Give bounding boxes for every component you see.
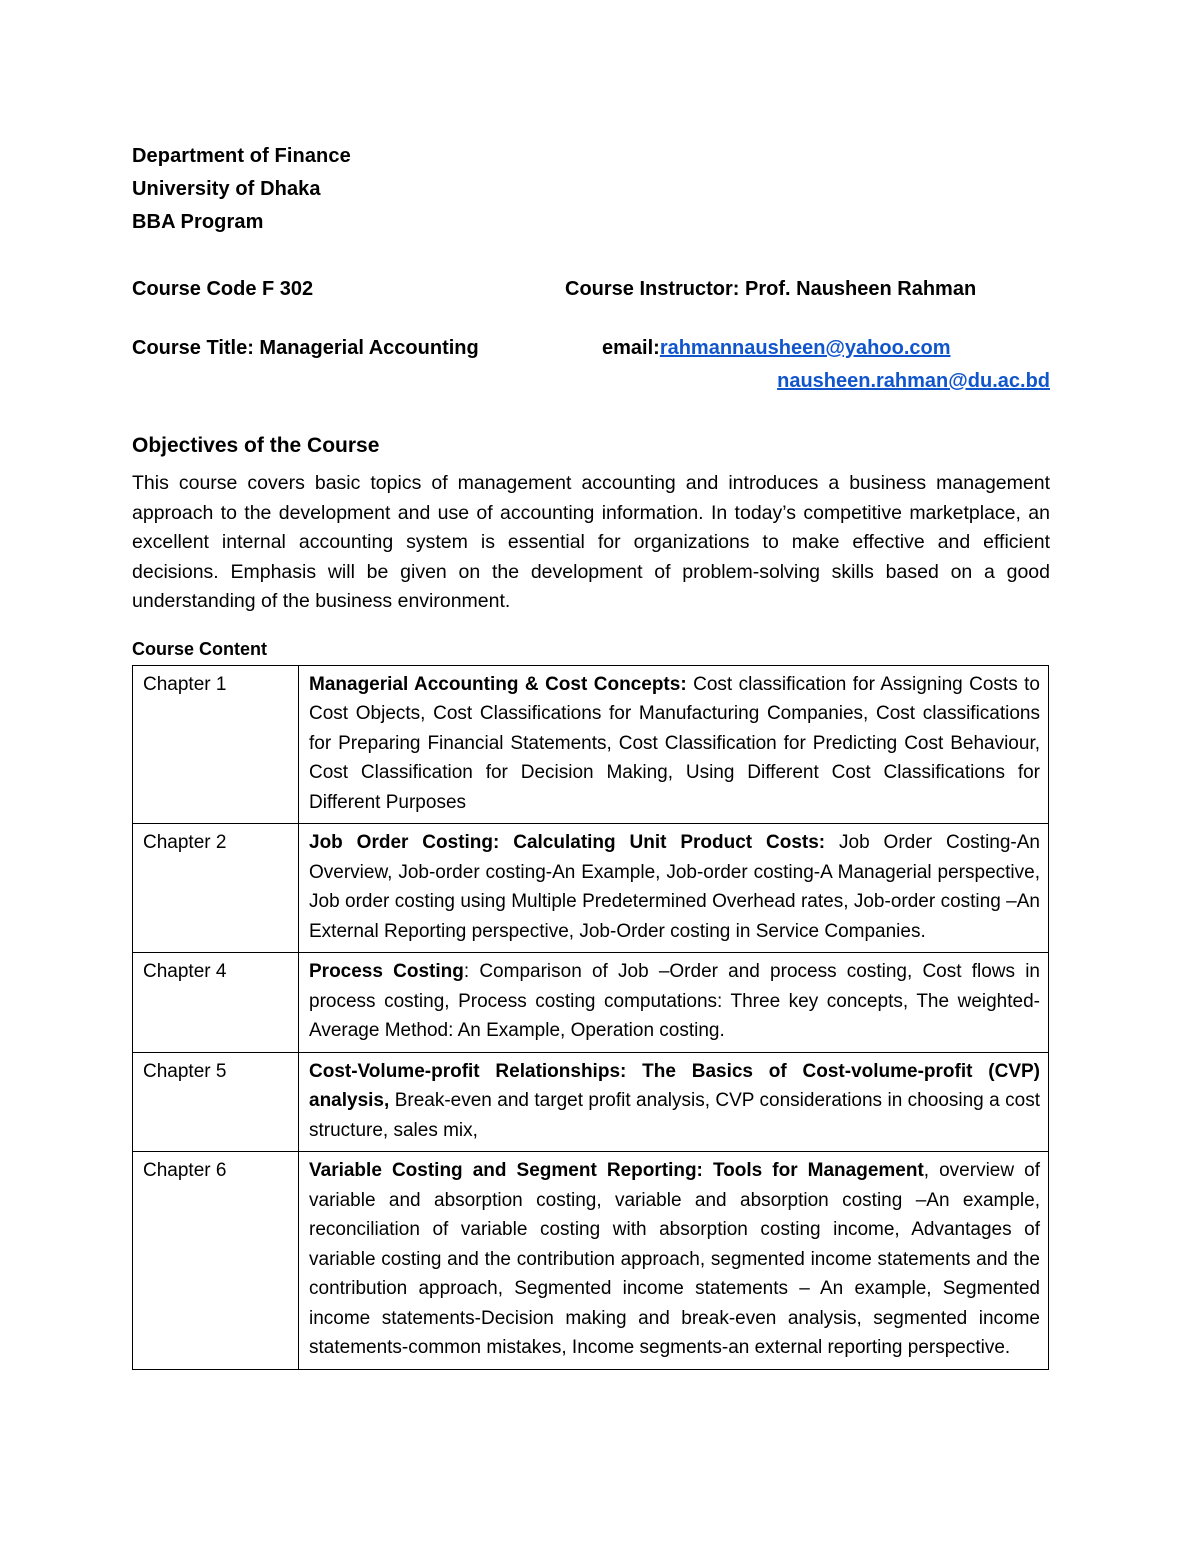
course-title-label: Course Title: Managerial Accounting [132,337,479,359]
course-title-row [132,332,1050,397]
course-content-heading: Course Content [132,638,267,659]
chapter-topic-title: Variable Costing and Segment Reporting: Tools for Management [309,1160,924,1181]
instructor-label: Course Instructor: Prof. Nausheen Rahman [565,278,977,300]
chapter-label: Chapter 5 [133,1052,299,1152]
email-primary-link[interactable]: rahmannausheen@yahoo.com [659,337,951,359]
chapter-description [299,824,1049,953]
university-line: University of Dhaka [132,178,321,200]
chapter-label: Chapter 2 [133,824,299,953]
table-row [133,824,1049,953]
chapter-topic-body: : Comparison of Job –Order and process costing, Cost flows in process costing, Process costing computations: Three key concepts, The weighted-Average Method: An Example, Operation costing. [309,961,1040,1041]
spacer-after-institution [132,239,1050,273]
table-row [133,665,1049,824]
chapter-description [299,665,1049,824]
email-label: email: [602,337,660,359]
chapter-topic-body: Cost classification for Assigning Costs to Cost Objects, Cost Classifications for Manufacturing Companies, Cost classifications for Preparing Financial Statements, Cost Classification for Predicting Cost Behaviour, Cost Classification for Decision Making, Using Different Cost Classifications for Different Purposes [309,673,1041,813]
objectives-heading: Objectives of the Course [132,434,380,457]
spacer-before-course-content [132,617,1050,637]
email-secondary-link[interactable]: nausheen.rahman@du.ac.bd [777,370,1050,392]
spacer-before-objectives [132,397,1050,431]
course-content-table [132,665,1049,1370]
table-row [133,953,1049,1053]
chapter-description [299,1052,1049,1152]
program-line: BBA Program [132,211,264,233]
course-code-row [132,273,1050,305]
chapter-description [299,1152,1049,1370]
chapter-topic-body: , overview of variable and absorption costing, variable and absorption costing –An example, reconciliation of variable costing with absorption costing income, Advantages of variable costing and the contribution approach, segmented income statements and the contribution approach, Segmented income statements – An example, Segmented income statements-Decision making and break-even analysis, segmented income statements-common mistakes, Income segments-an external reporting perspective. [309,1160,1040,1358]
course-code-label: Course Code F 302 [132,278,314,300]
department-line: Department of Finance [132,145,351,167]
chapter-topic-body: Job Order Costing-An Overview, Job-order costing-An Example, Job-order costing-A Managerial perspective, Job order costing using Multiple Predetermined Overhead rates, Job-order costing –An External Reporting perspective, Job-Order costing in Service Companies. [309,832,1040,942]
spacer-between-meta-rows [132,305,1050,332]
chapter-topic-title: Process Costing [309,961,464,982]
chapter-topic-body: Break-even and target profit analysis, CVP considerations in choosing a cost structure, sales mix, [309,1090,1040,1141]
chapter-topic-title: Managerial Accounting & Cost Concepts: [309,673,687,695]
institution-block [132,140,1050,239]
email-secondary-wrapper [602,365,1050,397]
chapter-topic-title: Job Order Costing: Calculating Unit Product Costs: [309,832,826,853]
email-block [565,332,1050,397]
objectives-paragraph: This course covers basic topics of management accounting and introduces a business management approach to the development and use of accounting information. In today’s competitive marketplace, an excellent internal accounting system is essential for organizations to make effective and efficient decisions. Emphasis will be given on the development of problem-solving skills based on a good understanding of the business environment. [132,472,1050,612]
chapter-label: Chapter 1 [133,665,299,824]
course-content-table-body [133,665,1049,1369]
table-row [133,1052,1049,1152]
chapter-label: Chapter 4 [133,953,299,1053]
chapter-label: Chapter 6 [133,1152,299,1370]
table-row [133,1152,1049,1370]
chapter-description [299,953,1049,1053]
chapter-topic-title: Cost-Volume-profit Relationships: The Basics of Cost-volume-profit (CVP) analysis, [309,1060,1040,1111]
